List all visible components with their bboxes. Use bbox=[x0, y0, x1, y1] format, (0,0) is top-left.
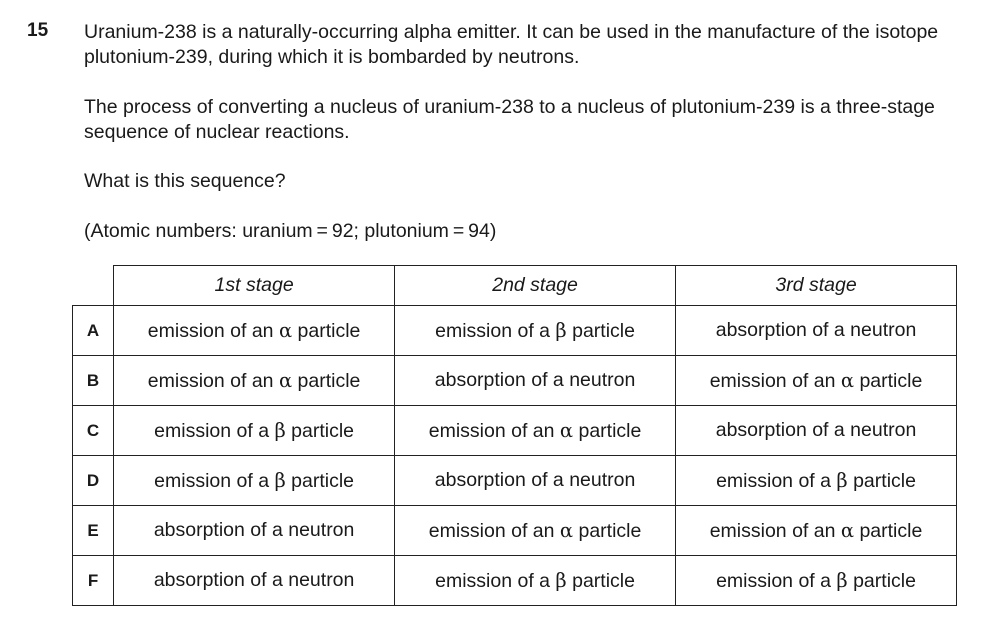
option-row-d[interactable] bbox=[73, 456, 957, 506]
option-letter: B bbox=[73, 356, 114, 406]
option-row-f[interactable] bbox=[73, 556, 957, 606]
stage-cell: absorption of a neutron bbox=[114, 556, 395, 606]
stage-cell: absorption of a neutron bbox=[395, 356, 676, 406]
stage-cell: emission of a β particle bbox=[676, 456, 957, 506]
stage-cell: emission of a β particle bbox=[395, 306, 676, 356]
stage-cell: emission of an α particle bbox=[676, 356, 957, 406]
question-prompt: What is this sequence? bbox=[84, 170, 286, 192]
stage-cell: emission of an α particle bbox=[114, 356, 395, 406]
header-2nd-stage: 2nd stage bbox=[395, 266, 676, 306]
header-blank-cell bbox=[73, 266, 114, 306]
stage-cell: absorption of a neutron bbox=[395, 456, 676, 506]
answer-options-table bbox=[72, 265, 957, 606]
stage-cell: emission of an α particle bbox=[395, 506, 676, 556]
stage-cell: absorption of a neutron bbox=[676, 306, 957, 356]
stage-cell: absorption of a neutron bbox=[114, 506, 395, 556]
stage-cell: emission of an α particle bbox=[676, 506, 957, 556]
question-number: 15 bbox=[27, 20, 49, 41]
header-1st-stage: 1st stage bbox=[114, 266, 395, 306]
stage-cell: absorption of a neutron bbox=[676, 406, 957, 456]
question-intro: Uranium-238 is a naturally-occurring alpha emitter. It can be used in the manufacture of the isotope plutonium-239, during which it is bombarded by neutrons. bbox=[84, 21, 939, 68]
table-header-row bbox=[73, 266, 957, 306]
option-row-a[interactable] bbox=[73, 306, 957, 356]
stage-cell: emission of a β particle bbox=[114, 406, 395, 456]
option-row-c[interactable] bbox=[73, 406, 957, 456]
option-letter: F bbox=[73, 556, 114, 606]
option-letter: D bbox=[73, 456, 114, 506]
option-letter: E bbox=[73, 506, 114, 556]
question-process: The process of converting a nucleus of uranium-238 to a nucleus of plutonium-239 is a three-stage sequence of nuclear reactions. bbox=[84, 96, 935, 143]
option-row-e[interactable] bbox=[73, 506, 957, 556]
stage-cell: emission of an α particle bbox=[114, 306, 395, 356]
option-row-b[interactable] bbox=[73, 356, 957, 406]
stage-cell: emission of a β particle bbox=[676, 556, 957, 606]
stage-cell: emission of a β particle bbox=[114, 456, 395, 506]
stage-cell: emission of an α particle bbox=[395, 406, 676, 456]
option-letter: A bbox=[73, 306, 114, 356]
atomic-numbers-note: (Atomic numbers: uranium = 92; plutonium = 94) bbox=[84, 220, 497, 242]
header-3rd-stage: 3rd stage bbox=[676, 266, 957, 306]
option-letter: C bbox=[73, 406, 114, 456]
stage-cell: emission of a β particle bbox=[395, 556, 676, 606]
